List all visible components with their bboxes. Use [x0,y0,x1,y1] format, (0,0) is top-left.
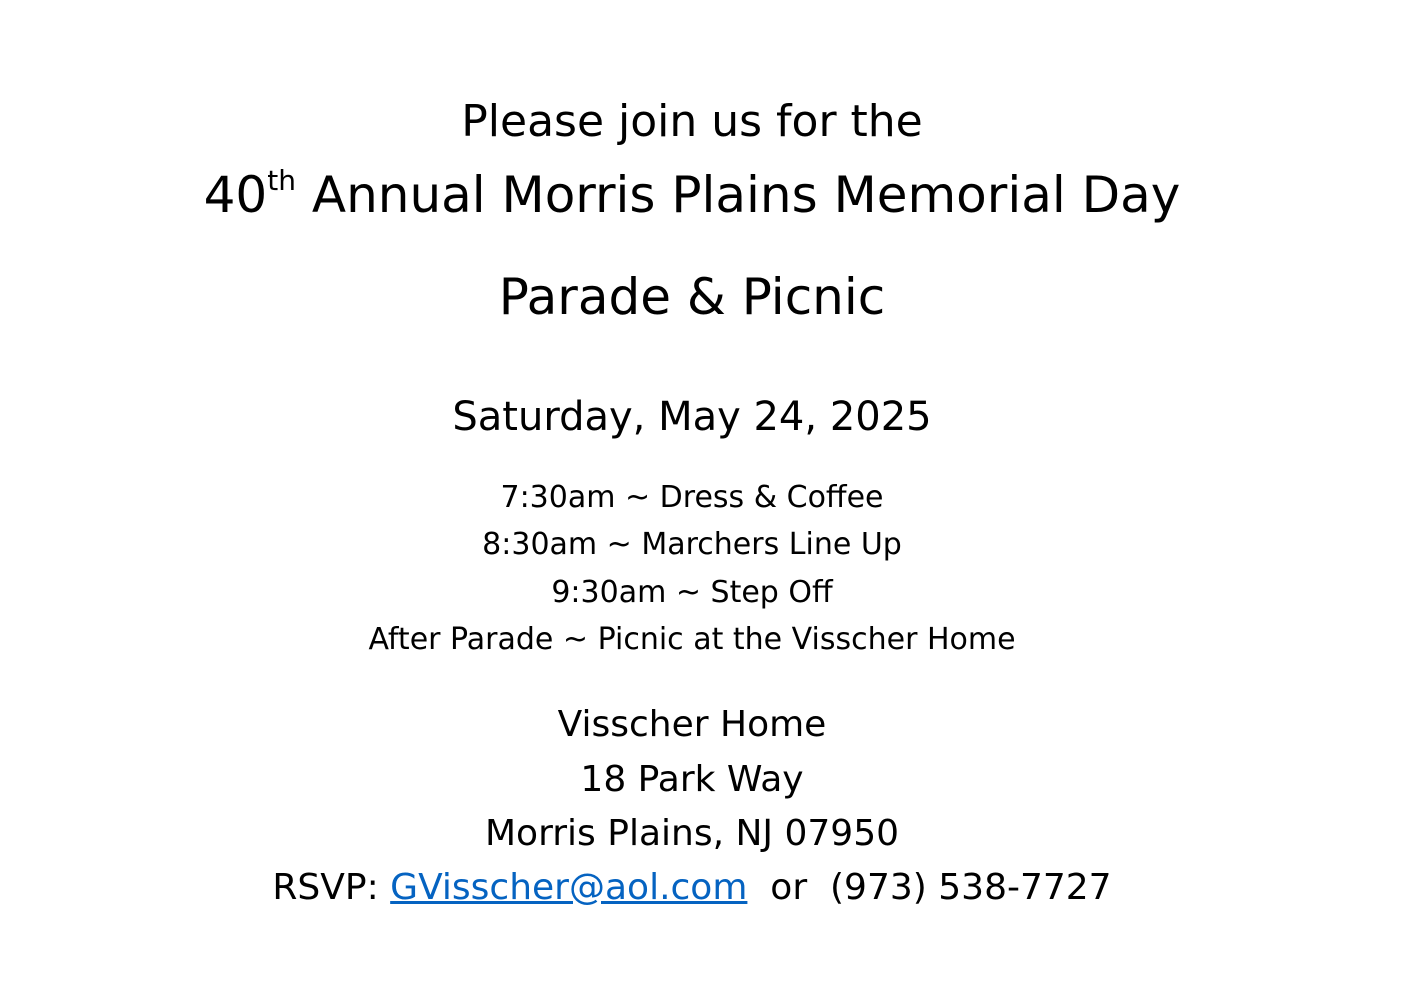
rsvp-separator: or [747,867,831,908]
event-subtitle: Parade & Picnic [498,268,886,326]
intro-text: Please join us for the [461,96,923,147]
schedule-item: 9:30am ~ Step Off [551,575,833,610]
event-date: Saturday, May 24, 2025 [452,394,932,440]
title-rest: Annual Morris Plains Memorial Day [295,166,1181,224]
schedule-item: 8:30am ~ Marchers Line Up [482,527,902,562]
event-title [0,164,1384,226]
address-city: Morris Plains, NJ 07950 [485,813,899,854]
title-number: 40 [203,166,268,224]
schedule-item: After Parade ~ Picnic at the Visscher Home [368,622,1016,657]
rsvp-line [0,864,1384,912]
address-name: Visscher Home [557,704,827,745]
schedule-item: 7:30am ~ Dress & Coffee [500,480,884,515]
address-street: 18 Park Way [580,759,804,800]
rsvp-phone: (973) 538-7727 [830,867,1112,908]
rsvp-label: RSVP: [272,867,391,908]
title-ordinal-suffix: th [267,164,296,198]
rsvp-email-link[interactable]: GVisscher@aol.com [390,867,748,908]
